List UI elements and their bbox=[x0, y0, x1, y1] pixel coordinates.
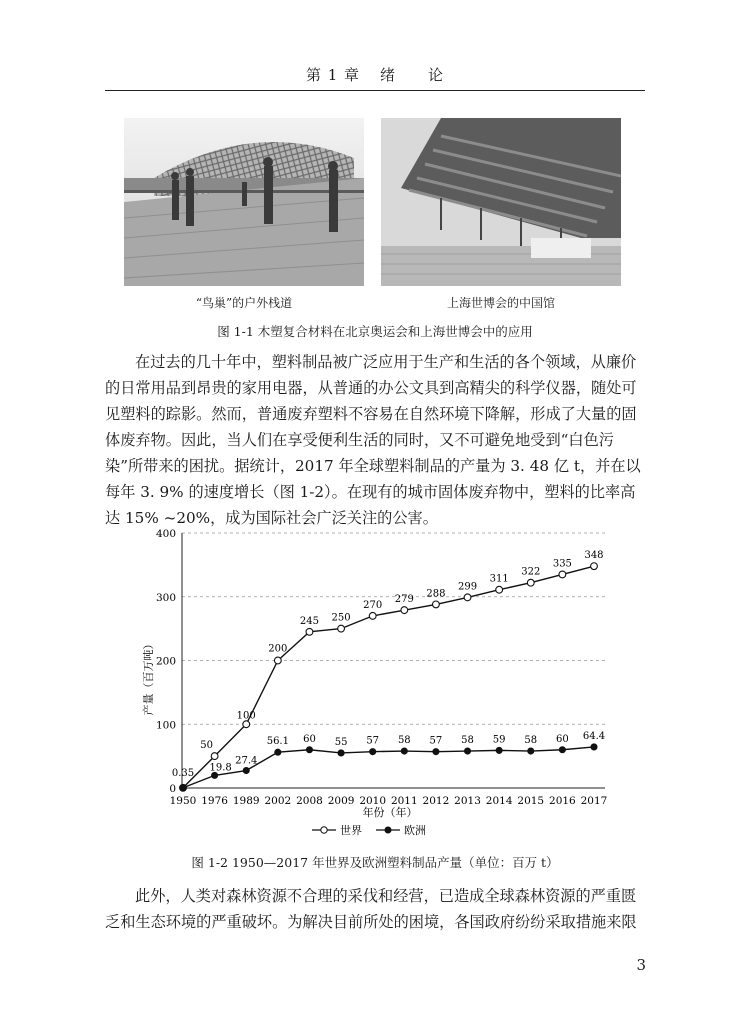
data-point-欧洲 bbox=[275, 749, 281, 755]
data-point-世界 bbox=[338, 625, 345, 632]
x-tick-label: 2016 bbox=[549, 795, 576, 807]
data-point-欧洲 bbox=[180, 785, 186, 791]
x-tick-label: 2012 bbox=[422, 795, 450, 807]
data-point-世界 bbox=[401, 607, 408, 614]
data-label-世界: 50 bbox=[200, 740, 213, 752]
data-point-世界 bbox=[464, 594, 471, 601]
x-tick-label: 1976 bbox=[201, 795, 228, 807]
body-paragraph-1 bbox=[105, 349, 645, 531]
x-tick-label: 2017 bbox=[580, 795, 608, 807]
data-label-欧洲: 19.8 bbox=[209, 762, 232, 774]
y-tick-label: 100 bbox=[155, 719, 176, 732]
header-rule bbox=[105, 90, 645, 91]
x-tick-label: 2008 bbox=[296, 795, 323, 807]
data-label-欧洲: 60 bbox=[303, 733, 316, 745]
production-line-chart bbox=[140, 525, 620, 847]
chapter-title-char-2: 论 bbox=[428, 66, 445, 84]
y-tick-label: 400 bbox=[155, 528, 176, 540]
data-point-世界 bbox=[211, 753, 218, 760]
running-header bbox=[105, 64, 645, 90]
data-label-欧洲: 55 bbox=[334, 736, 348, 748]
data-point-欧洲 bbox=[528, 748, 534, 754]
photo-china-pavilion bbox=[381, 118, 621, 286]
photo-birds-nest-boardwalk bbox=[124, 118, 364, 286]
data-label-世界: 0.35 bbox=[171, 767, 195, 779]
data-label-欧洲: 64.4 bbox=[582, 730, 606, 742]
data-label-欧洲: 27.4 bbox=[235, 755, 258, 767]
x-tick-label: 2009 bbox=[327, 795, 355, 807]
data-label-世界: 311 bbox=[489, 573, 509, 585]
data-point-欧洲 bbox=[465, 748, 471, 754]
data-label-世界: 200 bbox=[268, 643, 288, 655]
photo-caption-right: 上海世博会的中国馆 bbox=[446, 296, 555, 310]
data-point-世界 bbox=[433, 601, 440, 608]
data-label-世界: 348 bbox=[584, 550, 604, 562]
data-point-欧洲 bbox=[559, 747, 565, 753]
data-point-世界 bbox=[243, 721, 250, 728]
body-paragraph-1-text: 在过去的几十年中，塑料制品被广泛应用于生产和生活的各个领域，从廉价的日常用品到昂贵的家用电器，从普通的办公文具到高精尖的科学仪器，随处可见塑料的踪影。然而，普通废弃塑料不容易在自然环境下降解，形成了大量的固体废弃物。因此，当人们在享受便利生活的同时，又不可避免地受到“白色污染”所带来的困扰。据统计，2017 年全球塑料制品的产量为 3. 48 亿 t，并在以每年 3. 9% 的速度增长（图 1-2）。在现有的城市固体废弃物中，塑料的比率高达 15% ~20%，成为国际社会广泛关注的公害。 bbox=[105, 353, 641, 527]
data-label-欧洲: 58 bbox=[397, 735, 411, 747]
chart-legend bbox=[312, 823, 426, 837]
data-label-世界: 250 bbox=[331, 612, 351, 624]
data-label-欧洲: 58 bbox=[524, 735, 538, 747]
chapter-title-char-1: 绪 bbox=[380, 66, 397, 84]
body-paragraph-2-text: 此外，人类对森林资源不合理的采伐和经营，已造成全球森林资源的严重匮乏和生态环境的严重破坏。为解决目前所处的困境，各国政府纷纷采取措施来限 bbox=[105, 887, 637, 931]
data-label-欧洲: 59 bbox=[492, 734, 506, 746]
data-label-世界: 100 bbox=[236, 710, 256, 722]
data-label-世界: 288 bbox=[426, 588, 446, 600]
x-axis-label: 年份（年） bbox=[362, 806, 418, 819]
data-label-世界: 270 bbox=[363, 599, 383, 611]
figure-1-1-title: 图 1-1 木塑复合材料在北京奥运会和上海世博会中的应用 bbox=[217, 324, 533, 339]
y-tick-label: 300 bbox=[155, 591, 176, 604]
data-label-欧洲: 57 bbox=[429, 735, 443, 747]
data-point-欧洲 bbox=[401, 748, 407, 754]
body-paragraph-2 bbox=[105, 883, 645, 935]
x-tick-label: 1950 bbox=[169, 795, 197, 807]
data-label-欧洲: 60 bbox=[556, 733, 569, 745]
data-point-欧洲 bbox=[243, 768, 249, 774]
x-tick-label: 2014 bbox=[485, 795, 513, 807]
data-label-欧洲: 57 bbox=[366, 735, 380, 747]
x-tick-label: 2002 bbox=[264, 795, 292, 807]
data-point-世界 bbox=[559, 571, 566, 578]
legend-label-世界: 世界 bbox=[340, 824, 362, 837]
data-point-欧洲 bbox=[496, 747, 502, 753]
x-tick-label: 2013 bbox=[454, 795, 481, 807]
data-point-世界 bbox=[591, 563, 598, 570]
x-tick-label: 2010 bbox=[359, 795, 387, 807]
data-point-世界 bbox=[496, 586, 503, 593]
x-tick-label: 2015 bbox=[517, 795, 545, 807]
data-point-欧洲 bbox=[370, 749, 376, 755]
data-label-世界: 335 bbox=[552, 558, 572, 570]
series-line-世界 bbox=[183, 566, 594, 788]
page-number: 3 bbox=[636, 956, 646, 974]
data-point-世界 bbox=[274, 657, 281, 664]
data-label-世界: 245 bbox=[299, 615, 320, 627]
data-label-欧洲: 58 bbox=[461, 735, 474, 747]
data-point-世界 bbox=[527, 579, 534, 586]
data-point-欧洲 bbox=[591, 744, 597, 750]
data-point-世界 bbox=[369, 612, 376, 619]
photo-caption-left: “鸟巢”的户外栈道 bbox=[195, 296, 293, 310]
legend-label-欧洲: 欧洲 bbox=[404, 824, 426, 837]
y-tick-label: 0 bbox=[169, 783, 176, 795]
x-tick-label: 1989 bbox=[232, 795, 260, 807]
legend-marker-欧洲 bbox=[385, 827, 391, 833]
data-point-欧洲 bbox=[338, 750, 344, 756]
data-label-世界: 322 bbox=[521, 566, 541, 578]
data-point-欧洲 bbox=[306, 747, 312, 753]
x-tick-label: 2011 bbox=[390, 795, 418, 807]
data-point-欧洲 bbox=[433, 749, 439, 755]
y-tick-label: 200 bbox=[155, 655, 176, 668]
figure-1-2-title: 图 1-2 1950—2017 年世界及欧洲塑料制品产量（单位：百万 t） bbox=[191, 855, 559, 870]
data-label-世界: 299 bbox=[457, 581, 478, 593]
data-label-世界: 279 bbox=[394, 594, 414, 606]
y-axis-label: 产量（百万吨） bbox=[142, 638, 155, 716]
data-point-世界 bbox=[306, 628, 313, 635]
legend-marker-世界 bbox=[321, 827, 327, 833]
data-label-欧洲: 56.1 bbox=[266, 736, 289, 748]
chapter-number: 第 1 章 bbox=[305, 66, 361, 84]
